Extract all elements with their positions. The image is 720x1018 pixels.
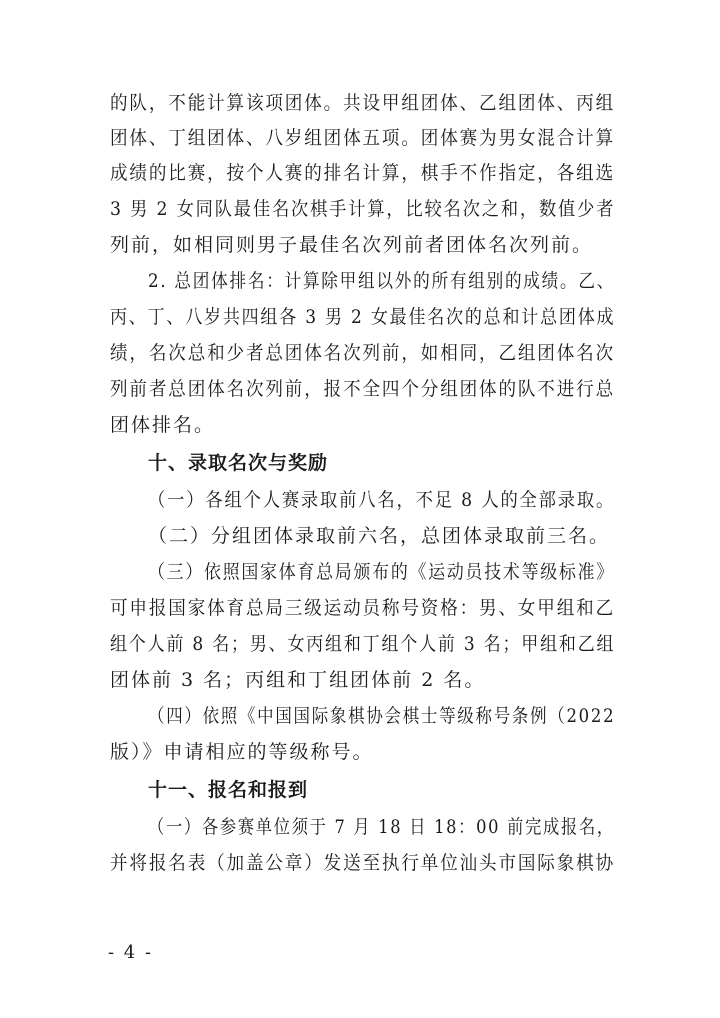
section-heading: 十、录取名次与奖励: [148, 452, 329, 474]
section-heading: 十一、报名和报到: [148, 779, 309, 801]
paragraph-line: （三）依照国家体育总局颁布的《运动员技术等级标准》: [148, 561, 616, 583]
paragraph-line: （一）各参赛单位须于 7 月 18 日 18：00 前完成报名，: [148, 816, 615, 838]
paragraph-line: 团体排名。: [110, 414, 216, 436]
paragraph-line: 团体、丁组团体、八岁组团体五项。团体赛为男女混合计算: [110, 127, 616, 149]
paragraph-line: 组个人前 8 名；男、女丙组和丁组个人前 3 名；甲组和乙组: [110, 633, 616, 655]
paragraph-line: 丙、丁、八岁共四组各 3 男 2 女最佳名次的总和计总团体成: [110, 306, 616, 328]
paragraph-line: 绩，名次总和少者总团体名次列前，如相同，乙组团体名次: [110, 342, 616, 364]
paragraph-line: 并将报名表（加盖公章）发送至执行单位汕头市国际象棋协: [110, 852, 616, 874]
paragraph-line: （一）各组个人赛录取前八名，不足 8 人的全部录取。: [148, 489, 616, 511]
paragraph-line: 团体前 3 名；丙组和丁组团体前 2 名。: [110, 669, 486, 691]
paragraph-line: 成绩的比赛，按个人赛的排名计算，棋手不作指定，各组选: [110, 162, 616, 184]
paragraph-line: 列前，如相同则男子最佳名次列前者团体名次列前。: [110, 234, 594, 256]
paragraph-line: 可申报国家体育总局三级运动员称号资格：男、女甲组和乙: [110, 597, 616, 619]
paragraph-line: 版）》申请相应的等级称号。: [110, 741, 374, 763]
paragraph-line: 的队，不能计算该项团体。共设甲组团体、乙组团体、丙组: [110, 92, 616, 114]
page-number: - 4 -: [108, 942, 154, 963]
paragraph-line: 2. 总团体排名：计算除甲组以外的所有组别的成绩。乙、: [148, 270, 616, 292]
paragraph-line: 3 男 2 女同队最佳名次棋手计算，比较名次之和，数值少者: [110, 198, 616, 220]
paragraph-line: （二）分组团体录取前六名，总团体录取前三名。: [148, 525, 611, 547]
paragraph-line: 列前者总团体名次列前，报不全四个分组团体的队不进行总: [110, 378, 616, 400]
paragraph-line: （四）依照《中国国际象棋协会棋士等级称号条例（2022: [148, 705, 616, 727]
